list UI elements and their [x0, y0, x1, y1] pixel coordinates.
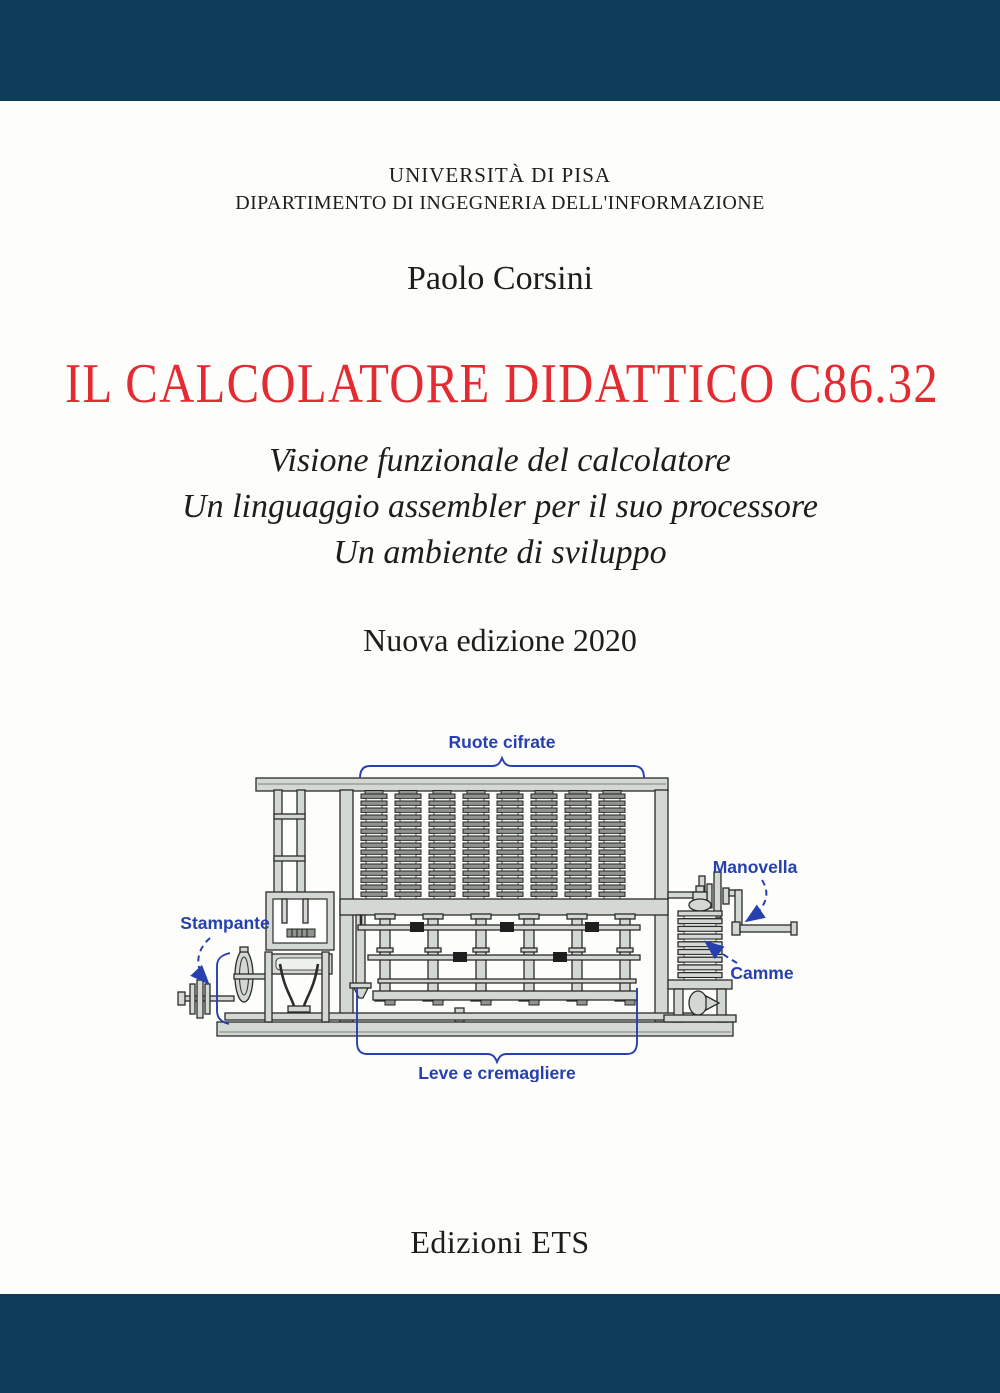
cam-crank-assembly: [664, 872, 797, 1022]
affiliation-block: [0, 161, 1000, 217]
publisher-name: Edizioni ETS: [410, 1224, 590, 1260]
top-navy-band: [0, 0, 1000, 101]
subtitle-line3: Un ambiente di sviluppo: [333, 534, 667, 571]
printer-assembly: [178, 892, 334, 1022]
calculator-machine-illustration: [170, 722, 830, 1082]
label-camme: Camme: [730, 963, 794, 983]
subtitle-line2: Un linguaggio assembler per il suo processore: [182, 488, 818, 525]
author-name: Paolo Corsini: [406, 260, 594, 297]
edition-note: Nuova edizione 2020: [363, 622, 637, 658]
label-ruote-cifrate: Ruote cifrate: [448, 732, 556, 752]
label-stampante: Stampante: [180, 913, 270, 933]
label-leve-e-cremagliere: Leve e cremagliere: [418, 1063, 576, 1082]
digit-wheel-columns: [361, 791, 625, 900]
affiliation-line2: DIPARTIMENTO DI INGEGNERIA DELL'INFORMAZIONE: [235, 192, 765, 214]
bottom-navy-band: [0, 1294, 1000, 1393]
book-title: IL CALCOLATORE DIDATTICO C86.32: [65, 353, 940, 415]
subtitle-line1: Visione funzionale del calcolatore: [269, 442, 731, 479]
label-manovella: Manovella: [712, 857, 798, 877]
subtitle-block: [0, 438, 1000, 576]
affiliation-line1: UNIVERSITÀ DI PISA: [388, 163, 612, 187]
